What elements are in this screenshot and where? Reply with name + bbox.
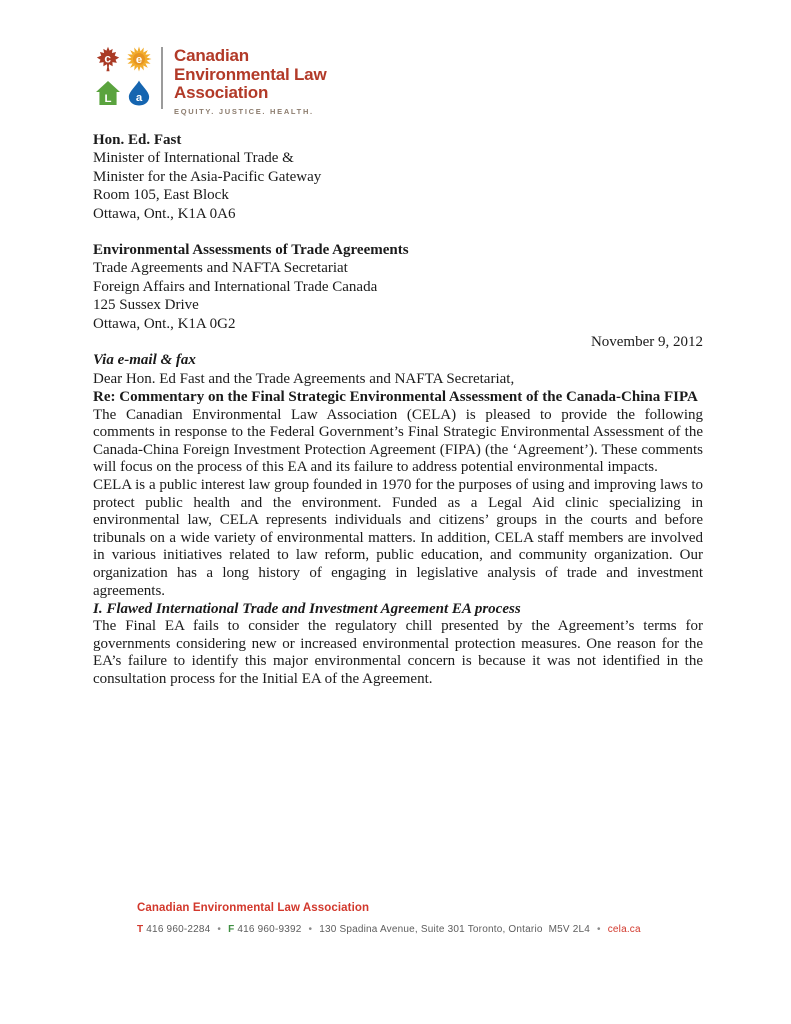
delivery-method: Via e-mail & fax <box>93 352 196 369</box>
recipient-line: Ottawa, Ont., K1A 0G2 <box>93 315 236 332</box>
fax-label: F <box>228 924 235 935</box>
cela-logo <box>95 46 326 116</box>
logo-name-line-1: Canadian <box>174 46 249 65</box>
recipient-line: 125 Sussex Drive <box>93 297 199 314</box>
recipient-block-minister <box>93 131 703 223</box>
phone-number: 416 960-2284 <box>146 924 211 935</box>
bullet-separator: • <box>597 924 601 935</box>
website-link[interactable]: cela.ca <box>607 924 641 935</box>
subject-line: Re: Commentary on the Final Strategic Environmental Assessment of the Canada-China FIPA <box>93 389 698 406</box>
phone-label: T <box>137 924 144 935</box>
recipient-line: Room 105, East Block <box>93 187 229 204</box>
logo-icon-grid <box>95 46 152 106</box>
recipient-block-secretariat <box>93 241 703 333</box>
recipient-line: Foreign Affairs and International Trade Canada <box>93 278 378 295</box>
house-icon <box>95 80 121 106</box>
letter-date: November 9, 2012 <box>590 334 703 351</box>
salutation: Dear Hon. Ed Fast and the Trade Agreements and NAFTA Secretariat, <box>93 370 515 387</box>
paragraph-1: The Canadian Environmental Law Association (CELA) is pleased to provide the following comments in response to the Federal Government’s Final Strategic Environmental Assessment of the Canada-China Foreign Investment Protection Agreement (FIPA) (the ‘Agreement’). These comments will focus on the process of this EA and its failure to address potential environmental impacts. <box>93 406 703 476</box>
paragraph-2: CELA is a public interest law group founded in 1970 for the purposes of using and improving laws to protect public health and the environment. Funded as a Legal Aid clinic specializing in environmental law, CELA represents individuals and citizens’ groups in the courts and before tribunals on a wide variety of environmental matters. In addition, CELA staff members are involved in various initiatives related to law reform, public education, and community organization. Our organization has a long history of engaging in legislative analysis of trade and investment agreements. <box>93 477 703 599</box>
recipient-line: Minister of International Trade & <box>93 150 294 167</box>
letter-body <box>93 131 703 689</box>
drop-letter: a <box>135 91 143 104</box>
street-address: 130 Spadina Avenue, Suite 301 Toronto, Ontario M5V 2L4 <box>319 924 591 935</box>
recipient-line: Minister for the Asia-Pacific Gateway <box>93 168 322 185</box>
recipient-name: Environmental Assessments of Trade Agreements <box>93 242 409 259</box>
bullet-separator: • <box>217 924 222 935</box>
footer-org-name: Canadian Environmental Law Association <box>137 902 370 914</box>
logo-name-line-2: Environmental Law <box>174 64 327 84</box>
footer-contact-line <box>137 924 641 935</box>
bullet-separator: • <box>308 924 313 935</box>
sun-letter: e <box>135 53 143 66</box>
recipient-line: Ottawa, Ont., K1A 0A6 <box>93 205 236 222</box>
recipient-name: Hon. Ed. Fast <box>93 132 182 148</box>
logo-name-line-3: Association <box>174 83 269 102</box>
house-letter: L <box>104 92 112 105</box>
recipient-line: Trade Agreements and NAFTA Secretariat <box>93 260 348 277</box>
maple-leaf-letter: c <box>104 51 112 66</box>
logo-tagline: EQUITY. JUSTICE. HEALTH. <box>174 106 314 116</box>
logo-divider <box>161 47 163 109</box>
maple-leaf-icon <box>95 46 121 72</box>
sun-icon <box>126 46 152 72</box>
page-footer <box>137 902 641 935</box>
logo-wordmark <box>174 46 326 116</box>
fax-number: 416 960-9392 <box>237 924 302 935</box>
water-drop-icon <box>126 80 152 106</box>
paragraph-3: The Final EA fails to consider the regulatory chill presented by the Agreement’s terms for governments considering new or increased environmental protection measures. One reason for the EA’s failure to identify this major environmental concern is because it was not identified in the consultation process for the Initial EA of the Agreement. <box>93 618 703 687</box>
section-heading: I. Flawed International Trade and Investment Agreement EA process <box>93 601 521 618</box>
